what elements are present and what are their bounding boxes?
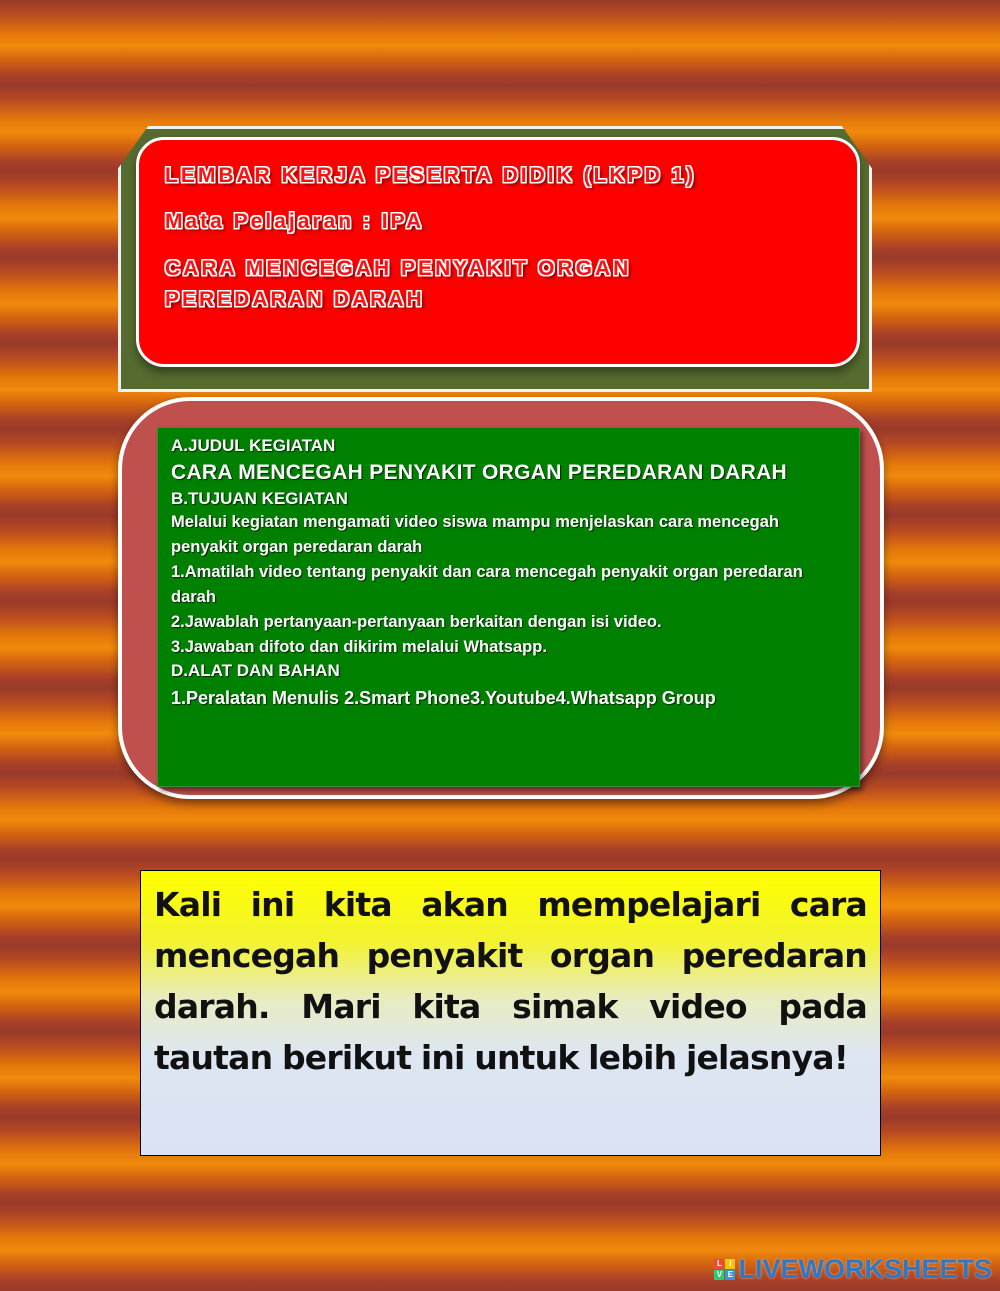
section-a-heading: A.JUDUL KEGIATAN [171,436,336,455]
step-item: 2.Jawablah pertanyaan-pertanyaan berkaitan dengan isi video. [171,613,662,631]
header-card [136,137,860,367]
liveworksheets-logo-icon [714,1259,735,1280]
logo-letter: L [714,1259,724,1269]
section-d-heading: D.ALAT DAN BAHAN [171,661,340,680]
worksheet-title: LEMBAR KERJA PESERTA DIDIK (LKPD 1) [165,164,697,187]
tools-list: 1.Peralatan Menulis 2.Smart Phone3.Youtube4.Whatsapp Group [171,688,716,708]
logo-letter: E [725,1270,735,1280]
liveworksheets-brand[interactable] [714,1254,992,1285]
subject-label: Mata Pelajaran : IPA [165,210,425,233]
logo-letter: I [725,1259,735,1269]
intro-note-text: Kali ini kita akan mempelajari cara mencegah penyakit organ peredaran darah. Mari kita simak video pada tautan berikut ini untuk lebih jelasnya! [154,885,867,1077]
section-b-heading: B.TUJUAN KEGIATAN [171,489,348,508]
topic-title: CARA MENCEGAH PENYAKIT ORGAN PEREDARAN DARAH [165,257,632,311]
activity-card [157,427,860,787]
intro-note-box [140,870,881,1156]
logo-letter: V [714,1270,724,1280]
objective-text: Melalui kegiatan mengamati video siswa mampu menjelaskan cara mencegah penyakit organ peredaran darah [171,513,779,556]
step-item: 3.Jawaban difoto dan dikirim melalui Whatsapp. [171,638,547,656]
step-item: 1.Amatilah video tentang penyakit dan cara mencegah penyakit organ peredaran darah [171,563,803,606]
activity-title: CARA MENCEGAH PENYAKIT ORGAN PEREDARAN DARAH [171,461,788,484]
brand-name: LIVEWORKSHEETS [738,1254,992,1284]
